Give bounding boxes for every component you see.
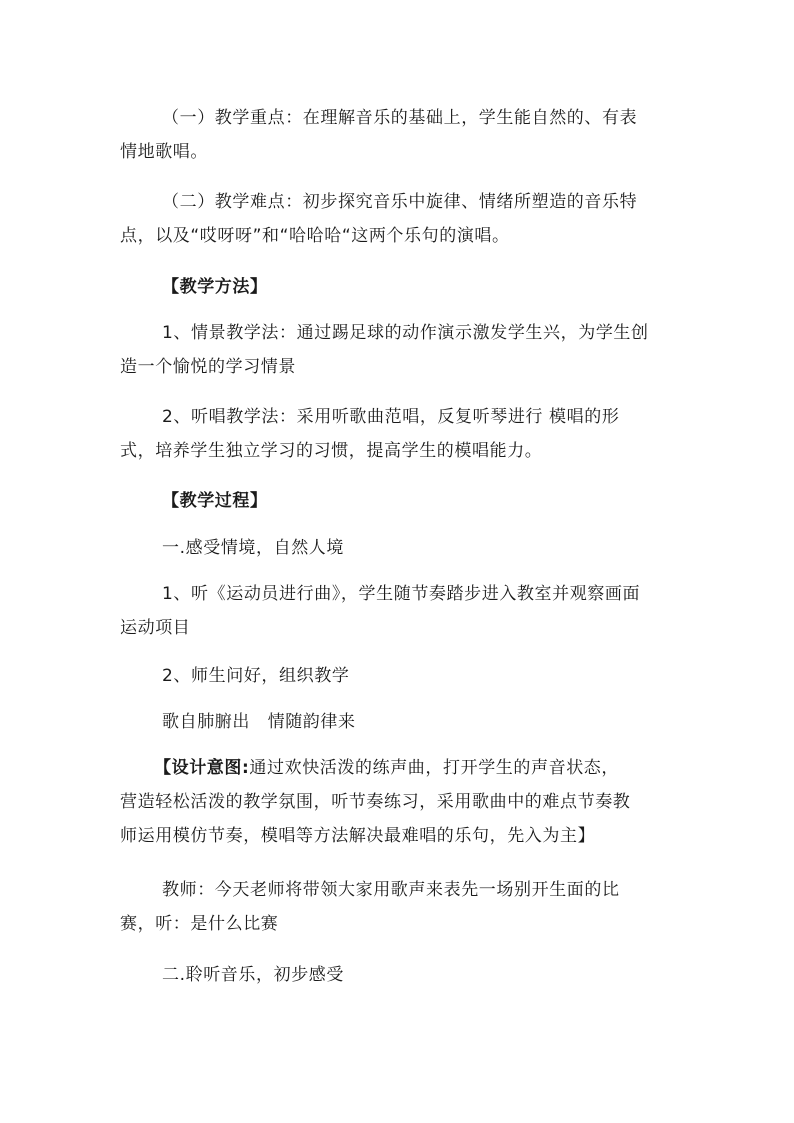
paragraph-line: 点，以及“哎呀呀”和“哈哈哈“这两个乐句的演唱。 <box>120 226 510 246</box>
paragraph-line: 歌自肺腑出 情随韵律来 <box>162 712 356 732</box>
paragraph-line: 赛，听：是什么比赛 <box>120 914 279 934</box>
paragraph-line: 造一个愉悦的学习情景 <box>120 357 296 377</box>
paragraph-line: 二.聆听音乐，初步感受 <box>162 965 345 985</box>
heading-text: 【教学方法】 <box>162 277 268 297</box>
paragraph-line: 1、情景教学法：通过踢足球的动作演示激发学生兴，为学生创 <box>162 323 649 343</box>
design-intent-label: 【设计意图: <box>154 758 250 778</box>
paragraph-line: （一）教学重点：在理解音乐的基础上，学生能自然的、有表 <box>162 108 638 128</box>
paragraph-design-intent <box>120 751 680 853</box>
paragraph-section-2 <box>120 958 680 992</box>
heading-teaching-process <box>120 484 680 518</box>
paragraph-method-2 <box>120 400 680 468</box>
paragraph-teaching-difficulty <box>120 185 680 253</box>
paragraph-step-2 <box>120 659 680 693</box>
paragraph-section-1 <box>120 531 680 565</box>
paragraph-line: 2、师生问好，组织教学 <box>162 666 350 686</box>
paragraph-line: 情地歌唱。 <box>120 142 208 162</box>
paragraph-line: 2、听唱教学法：采用听歌曲范唱，反复听琴进行 模唱的形 <box>162 407 620 427</box>
paragraph-line: （二）教学难点：初步探究音乐中旋律、情绪所塑造的音乐特 <box>162 192 638 212</box>
paragraph-teaching-focus <box>120 101 680 169</box>
paragraph-line: 1、听《运动员进行曲》，学生随节奏踏步进入教室并观察画面 <box>162 584 641 604</box>
paragraph-line: 师运用模仿节奏，模唱等方法解决最难唱的乐句，先入为主】 <box>120 826 596 846</box>
paragraph-line: 教师：今天老师将带领大家用歌声来表先一场别开生面的比 <box>162 880 620 900</box>
paragraph-method-1 <box>120 316 680 384</box>
heading-teaching-methods <box>120 270 680 304</box>
heading-text: 【教学过程】 <box>162 491 268 511</box>
paragraph-line: 营造轻松活泼的教学氛围，听节奏练习，采用歌曲中的难点节奏教 <box>120 792 631 812</box>
paragraph-line: 式，培养学生独立学习的习惯，提高学生的模唱能力。 <box>120 441 543 461</box>
paragraph-line: 通过欢快活泼的练声曲，打开学生的声音状态， <box>249 758 620 778</box>
paragraph-step-1 <box>120 577 680 645</box>
paragraph-line: 一.感受情境，自然人境 <box>162 538 345 558</box>
paragraph-subtitle <box>120 705 680 739</box>
paragraph-line: 运动项目 <box>120 618 191 638</box>
paragraph-teacher <box>120 873 680 941</box>
